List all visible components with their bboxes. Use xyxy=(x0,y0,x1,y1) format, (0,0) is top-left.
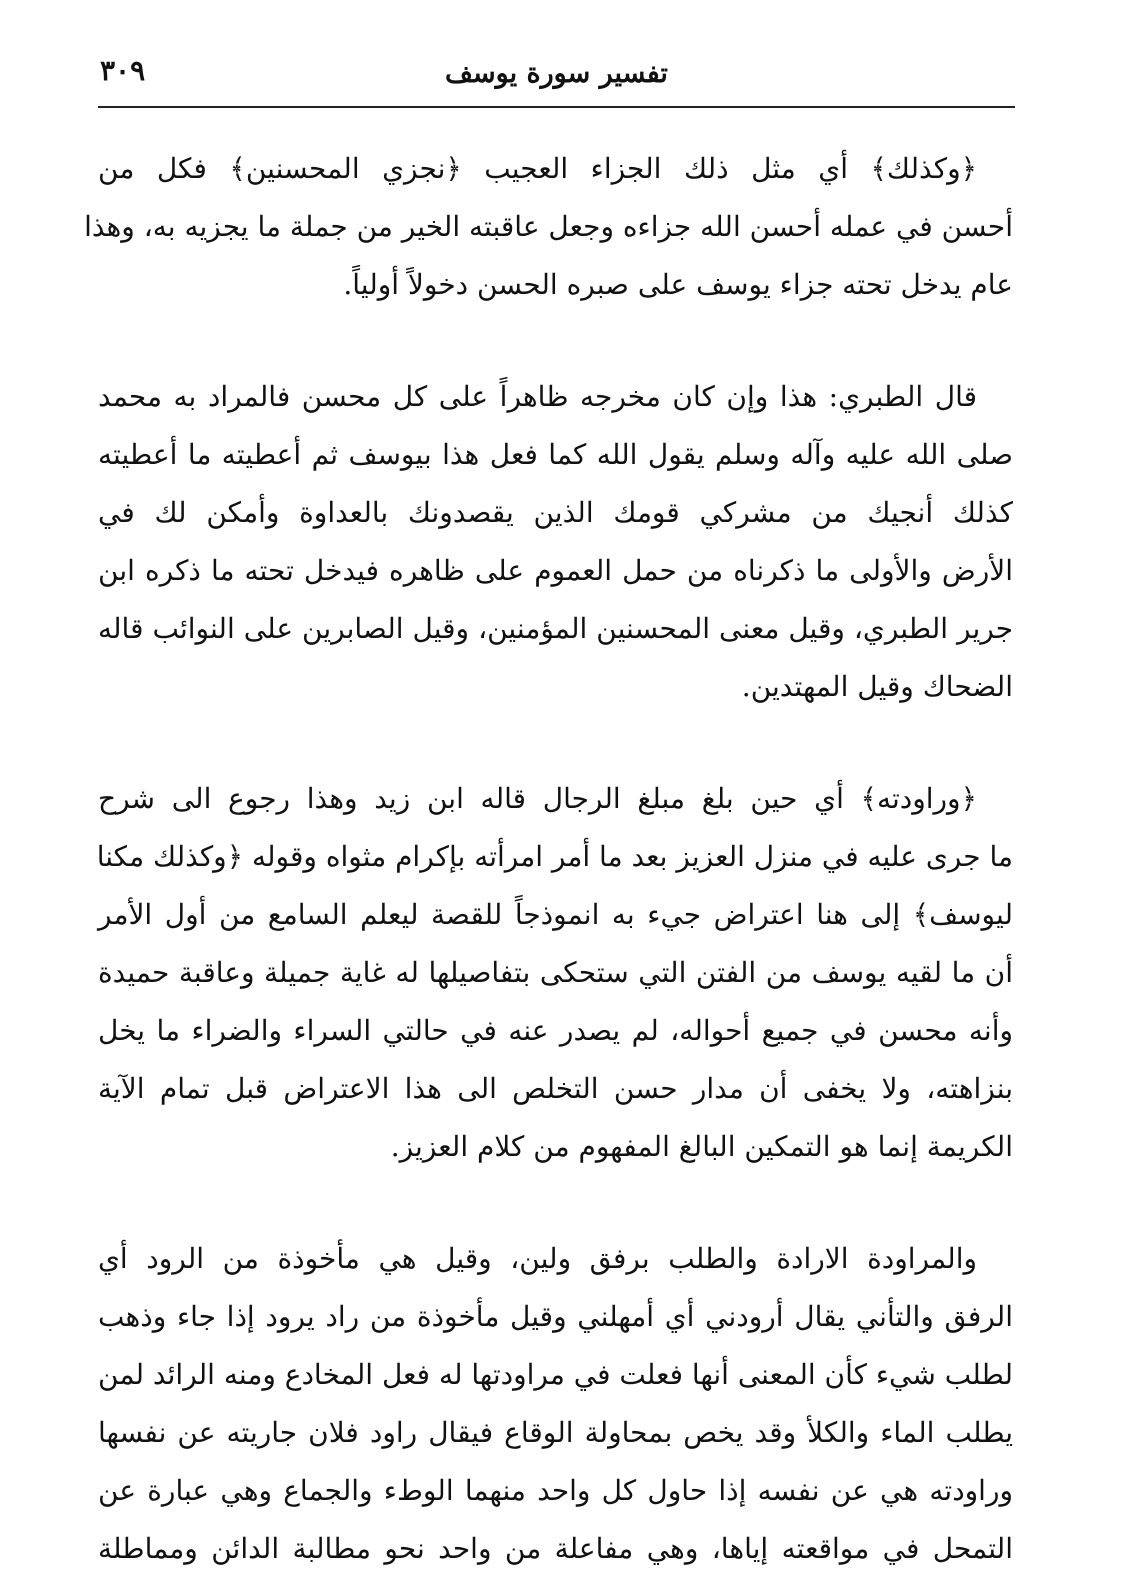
page-number: ٣٠٩ xyxy=(100,54,146,87)
text-line: الكريمة إنما هو التمكين البالغ المفهوم من كلام العزيز. xyxy=(390,1130,1013,1163)
text-line: الأرض والأولى ما ذكرناه من حمل العموم على ظاهره فيدخل تحته ما ذكره ابن xyxy=(98,554,1013,587)
text-line: ليوسف﴾ إلى هنا اعتراض جيء به انموذجاً للقصة ليعلم السامع من أول الأمر xyxy=(98,898,1013,931)
text-line: أحسن في عمله أحسن الله جزاءه وجعل عاقبته الخير من جملة ما يجزيه به، وهذا xyxy=(84,210,1013,243)
text-line: ﴿وكذلك﴾ أي مثل ذلك الجزاء العجيب ﴿نجزي المحسنين﴾ فكل من xyxy=(98,152,977,185)
text-line: الضحاك وقيل المهتدين. xyxy=(741,670,1013,703)
paragraph-4 xyxy=(98,1230,1013,1578)
header-rule xyxy=(98,106,1015,108)
text-line: والمراودة الارادة والطلب برفق ولين، وقيل هي مأخوذة من الرود أي xyxy=(98,1242,977,1275)
page-header xyxy=(100,46,1013,98)
text-line: أن ما لقيه يوسف من الفتن التي ستحكى بتفاصيلها له غاية جميلة وعاقبة حميدة xyxy=(98,956,1013,989)
text-line: يطلب الماء والكلأ وقد يخص بمحاولة الوقاع فيقال راود فلان جاريته عن نفسها xyxy=(98,1416,1013,1449)
text-line: ﴿وراودته﴾ أي حين بلغ مبلغ الرجال قاله ابن زيد وهذا رجوع الى شرح xyxy=(98,782,977,815)
text-line: وأنه محسن في جميع أحواله، لم يصدر عنه في حالتي السراء والضراء ما يخل xyxy=(98,1014,1013,1047)
text-line: التمحل في مواقعته إياها، وهي مفاعلة من واحد نحو مطالبة الدائن ومماطلة xyxy=(98,1532,1013,1565)
text-line: الرفق والتأني يقال أرودني أي أمهلني وقيل مأخوذة من راد يرود إذا جاء وذهب xyxy=(98,1300,1013,1333)
text-line: بنزاهته، ولا يخفى أن مدار حسن التخلص الى هذا الاعتراض قبل تمام الآية xyxy=(98,1072,1013,1105)
text-line: قال الطبري: هذا وإن كان مخرجه ظاهراً على كل محسن فالمراد به محمد xyxy=(98,380,977,413)
text-line: ما جرى عليه في منزل العزيز بعد ما أمر امرأته بإكرام مثواه وقوله ﴿وكذلك مكنا xyxy=(96,840,1013,873)
text-line: جرير الطبري، وقيل معنى المحسنين المؤمنين، وقيل الصابرين على النوائب قاله xyxy=(98,612,1013,645)
paragraph-3 xyxy=(98,770,1013,1176)
paragraph-2 xyxy=(98,368,1013,716)
text-line: لطلب شيء كأن المعنى أنها فعلت في مراودتها له فعل المخادع ومنه الرائد لمن xyxy=(98,1358,1013,1391)
text-line: عام يدخل تحته جزاء يوسف على صبره الحسن دخولاً أولياً. xyxy=(343,268,1013,301)
body-text xyxy=(84,140,1013,1578)
text-line: كذلك أنجيك من مشركي قومك الذين يقصدونك بالعداوة وأمكن لك في xyxy=(98,496,1013,529)
text-line: وراودته هي عن نفسه إذا حاول كل واحد منهما الوطء والجماع وهي عبارة عن xyxy=(98,1474,1013,1507)
text-line: صلى الله عليه وآله وسلم يقول الله كما فعل هذا بيوسف ثم أعطيته ما أعطيته xyxy=(98,438,1013,471)
running-title: تفسير سورة يوسف xyxy=(445,58,668,89)
paragraph-1 xyxy=(84,140,1013,314)
